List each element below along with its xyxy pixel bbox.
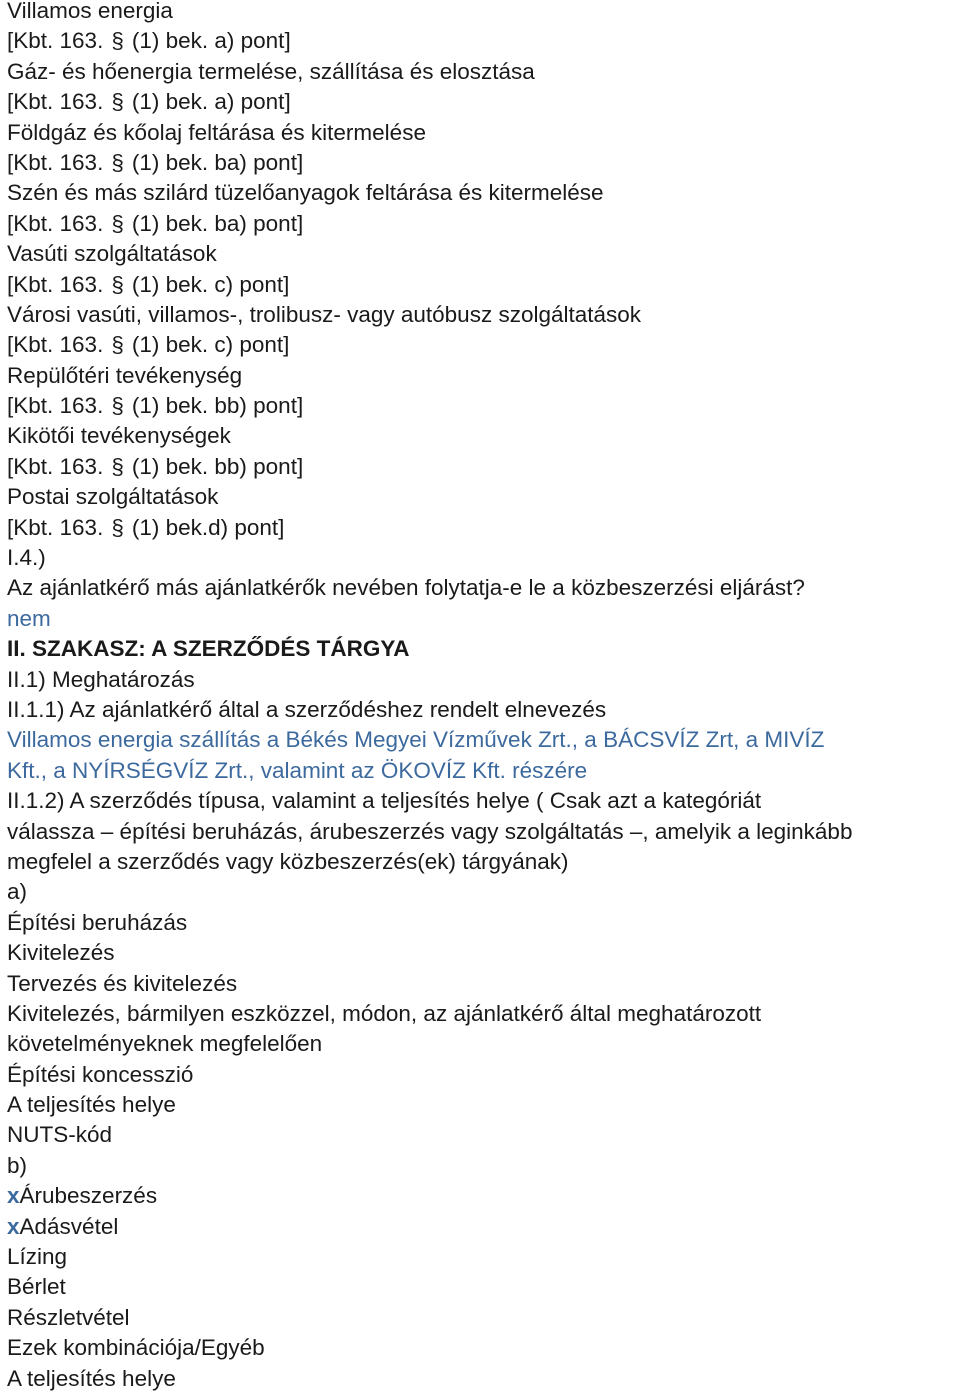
option-b-item	[7, 1242, 960, 1272]
activity-name: Postai szolgáltatások	[7, 484, 219, 510]
citation-suffix: (1) bek. bb) pont]	[131, 453, 304, 479]
activity-name: Villamos energia	[7, 0, 173, 23]
section-heading: II. SZAKASZ: A SZERZŐDÉS TÁRGYA	[7, 636, 410, 662]
section-symbol: §	[111, 271, 124, 297]
section-symbol: §	[111, 514, 124, 540]
option-letter: b)	[7, 1152, 28, 1178]
activity-citation	[7, 391, 960, 421]
activity-name: Szén és más szilárd tüzelőanyagok feltárása és kitermelése	[7, 180, 604, 206]
activity-citation	[7, 26, 960, 56]
activity-citation	[7, 330, 960, 360]
option-item: Tervezés és kivitelezés	[7, 970, 238, 996]
section-symbol: §	[111, 28, 124, 54]
check-mark-icon: x	[7, 1213, 20, 1239]
field-label: megfelel a szerződés vagy közbeszerzés(ek) tárgyának)	[7, 848, 569, 874]
option-b-item-label: Bérlet	[7, 1274, 66, 1300]
citation-suffix: (1) bek. ba) pont]	[131, 149, 304, 175]
option-b-item	[7, 1333, 960, 1363]
option-item: Kivitelezés	[7, 940, 115, 966]
activity-name: Városi vasúti, villamos-, trolibusz- vagy autóbusz szolgáltatások	[7, 301, 642, 327]
option-item: követelményeknek megfelelően	[7, 1031, 323, 1057]
activity-citation	[7, 87, 960, 117]
activity-name: Gáz- és hőenergia termelése, szállítása és elosztása	[7, 58, 535, 84]
activity-citation	[7, 270, 960, 300]
activity-citation	[7, 452, 960, 482]
option-item: Építési beruházás	[7, 909, 188, 935]
citation-suffix: (1) bek. c) pont]	[131, 332, 290, 358]
option-letter: a)	[7, 879, 28, 905]
field-label: II.1.1) Az ajánlatkérő által a szerződéshez rendelt elnevezés	[7, 696, 607, 722]
option-b-item-label: Ezek kombinációja/Egyéb	[7, 1335, 265, 1361]
citation-suffix: (1) bek. a) pont]	[131, 89, 291, 115]
option-b-item-label: Árubeszerzés	[19, 1183, 158, 1209]
field-label: II.1.2) A szerződés típusa, valamint a teljesítés helye ( Csak azt a kategóriát	[7, 788, 762, 814]
option-b-item-label: Részletvétel	[7, 1304, 130, 1330]
activity-citation	[7, 209, 960, 239]
citation-suffix: (1) bek. a) pont]	[131, 28, 291, 54]
option-b-item	[7, 1212, 960, 1242]
option-item: A teljesítés helye	[7, 1092, 176, 1118]
place-label: A teljesítés helye	[7, 1365, 176, 1391]
check-mark-icon: x	[7, 1183, 20, 1209]
citation-suffix: (1) bek. c) pont]	[131, 271, 290, 297]
citation-suffix: (1) bek. ba) pont]	[131, 210, 304, 236]
option-b-block	[7, 1151, 960, 1394]
activity-name: Repülőtéri tevékenység	[7, 362, 243, 388]
citation-suffix: (1) bek. bb) pont]	[131, 393, 304, 419]
activity-citation	[7, 513, 960, 543]
option-b-item-label: Adásvétel	[19, 1213, 119, 1239]
citation-prefix: [Kbt. 163.	[7, 453, 104, 479]
option-a-block	[7, 877, 960, 1151]
section-i4	[7, 543, 960, 634]
activity-list	[7, 0, 960, 543]
option-b-item	[7, 1181, 960, 1211]
answer-value: nem	[7, 605, 51, 631]
section-symbol: §	[111, 89, 124, 115]
citation-prefix: [Kbt. 163.	[7, 210, 104, 236]
citation-prefix: [Kbt. 163.	[7, 89, 104, 115]
option-item: Építési koncesszió	[7, 1061, 194, 1087]
activity-citation	[7, 148, 960, 178]
citation-prefix: [Kbt. 163.	[7, 393, 104, 419]
citation-prefix: [Kbt. 163.	[7, 271, 104, 297]
document-page	[7, 0, 960, 1394]
question-text: Az ajánlatkérő más ajánlatkérők nevében folytatja-e le a közbeszerzési eljárást?	[7, 575, 805, 601]
option-b-items	[7, 1181, 960, 1363]
citation-prefix: [Kbt. 163.	[7, 28, 104, 54]
citation-prefix: [Kbt. 163.	[7, 514, 104, 540]
section-ii	[7, 634, 960, 1394]
section-symbol: §	[111, 149, 124, 175]
section-symbol: §	[111, 393, 124, 419]
activity-name: Vasúti szolgáltatások	[7, 241, 217, 267]
citation-suffix: (1) bek.d) pont]	[131, 514, 285, 540]
field-label: válassza – építési beruházás, árubeszerzés vagy szolgáltatás –, amelyik a leginkább	[7, 818, 853, 844]
contract-title-line: Villamos energia szállítás a Békés Megyei Vízművek Zrt., a BÁCSVÍZ Zrt, a MIVÍZ	[7, 727, 825, 753]
option-b-item	[7, 1303, 960, 1333]
citation-prefix: [Kbt. 163.	[7, 332, 104, 358]
option-item: Kivitelezés, bármilyen eszközzel, módon, az ajánlatkérő által meghatározott	[7, 1000, 762, 1026]
contract-title-line: Kft., a NYÍRSÉGVÍZ Zrt., valamint az ÖKOVÍZ Kft. részére	[7, 757, 588, 783]
option-b-item-label: Lízing	[7, 1244, 68, 1270]
activity-name: Kikötői tevékenységek	[7, 423, 231, 449]
option-item: NUTS-kód	[7, 1122, 113, 1148]
section-symbol: §	[111, 332, 124, 358]
citation-prefix: [Kbt. 163.	[7, 149, 104, 175]
activity-name: Földgáz és kőolaj feltárása és kitermelése	[7, 119, 426, 145]
section-number: I.4.)	[7, 545, 46, 571]
section-symbol: §	[111, 210, 124, 236]
option-b-item	[7, 1272, 960, 1302]
subsection-heading: II.1) Meghatározás	[7, 666, 195, 692]
section-symbol: §	[111, 453, 124, 479]
